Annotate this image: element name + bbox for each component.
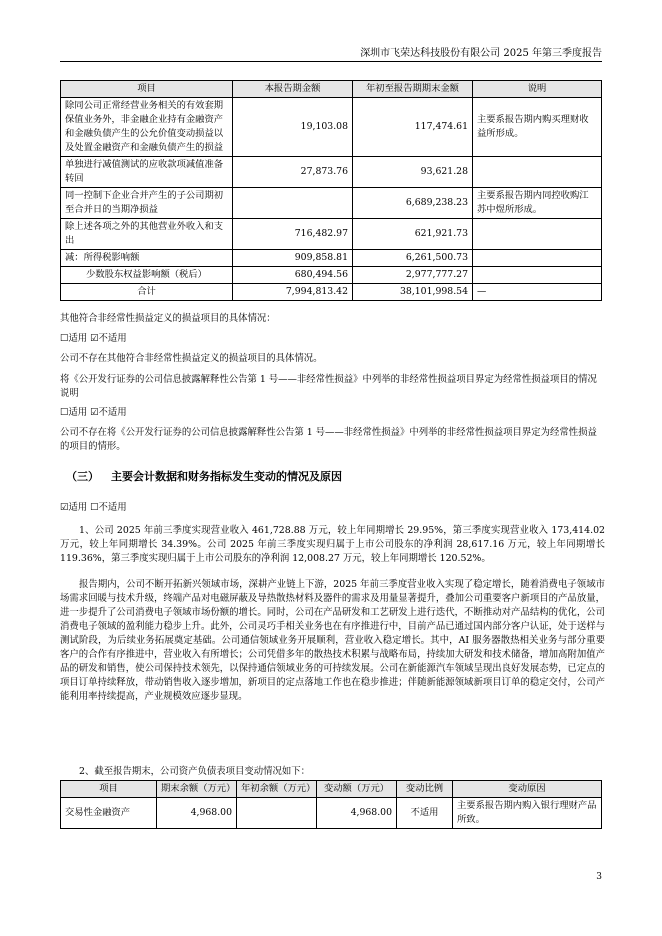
- ytd-cell: 621,921.73: [353, 219, 473, 250]
- current-cell: [233, 188, 353, 219]
- column-header: 本报告期金额: [233, 81, 353, 98]
- body-paragraph: 1、公司 2025 年前三季度实现营业收入 461,728.88 万元，较上年同期增长 29.95%，第三季度实现营业收入 173,414.02 万元，较上年同期增长 34.39%。公司 2025 年前三季度实现归属于上市公司股东的净利润 28,617.16 万元，较上年同期增长 119.36%，第三季度实现归属于上市公司股东的净利润 12,008.27 万元，较上年同期增长 120.52%。: [60, 525, 605, 564]
- ytd-cell: 38,101,998.54: [353, 284, 473, 301]
- applicability-check: ☐适用 ☑不适用: [60, 407, 127, 418]
- item-cell: 减：所得税影响额: [61, 250, 233, 267]
- table-row: [61, 250, 602, 267]
- note-cell: [473, 219, 602, 250]
- current-cell: 909,858.81: [233, 250, 353, 267]
- table-header-row: [61, 81, 602, 98]
- item-cell: 单独进行减值测试的应收款项减值准备转回: [61, 157, 233, 188]
- ytd-cell: 6,261,500.73: [353, 250, 473, 267]
- section-heading: [66, 468, 354, 484]
- note-cell: 主要系报告期内同控收购江苏中煜所形成。: [473, 188, 602, 219]
- table-row: [61, 188, 602, 219]
- column-header: 年初余额（万元）: [237, 781, 317, 798]
- item-cell: 交易性金融资产: [61, 798, 157, 829]
- section-number: （三）: [66, 470, 99, 483]
- table-row: [61, 98, 602, 157]
- item-cell: 除上述各项之外的其他营业外收入和支出: [61, 219, 233, 250]
- current-cell: 27,873.76: [233, 157, 353, 188]
- current-cell: 19,103.08: [233, 98, 353, 157]
- reclassification-intro: 将《公开发行证券的公司信息披露解释性公告第 1 号——非经常性损益》中列举的非经常性损益项目界定为经常性损益项目的情况说明: [60, 374, 597, 399]
- begin-balance-cell: [237, 798, 317, 829]
- item-cell: 除同公司正常经营业务相关的有效套期保值业务外，非金融企业持有金融资产和金融负债产生的公允价值变动损益以及处置金融资产和金融负债产生的损益: [61, 98, 233, 157]
- note-cell: [473, 250, 602, 267]
- column-header: 年初至报告期期末金额: [353, 81, 473, 98]
- note-cell: [473, 157, 602, 188]
- page-header: 深圳市飞荣达科技股份有限公司 2025 年第三季度报告: [360, 48, 602, 59]
- table-row: [61, 219, 602, 250]
- applicability-check: ☑适用 ☐不适用: [60, 502, 127, 513]
- item-cell: 同一控制下企业合并产生的子公司期初至合并日的当期净损益: [61, 188, 233, 219]
- current-cell: 7,994,813.42: [233, 284, 353, 301]
- ytd-cell: 93,621.28: [353, 157, 473, 188]
- balance-sheet-changes-table: [60, 780, 602, 829]
- body-paragraph: 2、截至报告期末，公司资产负债表项目变动情况如下：: [79, 766, 310, 777]
- column-header: 项目: [61, 781, 157, 798]
- ytd-cell: 6,689,238.23: [353, 188, 473, 219]
- other-items-intro: 其他符合非经常性损益定义的损益项目的具体情况：: [60, 313, 276, 324]
- applicability-check: ☐适用 ☑不适用: [60, 333, 127, 344]
- note-cell: —: [473, 284, 602, 301]
- ytd-cell: 117,474.61: [353, 98, 473, 157]
- change-cell: 4,968.00: [317, 798, 397, 829]
- table-row: [61, 798, 602, 829]
- column-header: 期末余额（万元）: [157, 781, 237, 798]
- column-header: 变动比例: [397, 781, 453, 798]
- current-cell: 680,494.56: [233, 267, 353, 284]
- item-cell: 合计: [61, 284, 233, 301]
- statement-text: 公司不存在将《公开发行证券的公司信息披露解释性公告第 1 号——非经常性损益》中列举的非经常性损益项目界定为经常性损益的项目的情形。: [60, 427, 597, 452]
- reason-cell: 主要系报告期内购入银行理财产品所致。: [453, 798, 602, 829]
- table-row: [61, 157, 602, 188]
- note-cell: 主要系报告期内购买理财收益所形成。: [473, 98, 602, 157]
- note-cell: [473, 267, 602, 284]
- non-recurring-gains-table: [60, 80, 602, 301]
- column-header: 说明: [473, 81, 602, 98]
- ratio-cell: 不适用: [397, 798, 453, 829]
- table-total-row: [61, 284, 602, 301]
- item-cell: 少数股东权益影响额（税后）: [61, 267, 233, 284]
- column-header: 变动原因: [453, 781, 602, 798]
- column-header: 变动额（万元）: [317, 781, 397, 798]
- table-row: [61, 267, 602, 284]
- header-divider: [60, 61, 602, 62]
- column-header: 项目: [61, 81, 233, 98]
- statement-text: 公司不存在其他符合非经常性损益定义的损益项目的具体情况。: [60, 353, 323, 364]
- ytd-cell: 2,977,777.27: [353, 267, 473, 284]
- page-number: 3: [596, 872, 602, 882]
- section-title: 主要会计数据和财务指标发生变动的情况及原因: [111, 470, 342, 483]
- end-balance-cell: 4,968.00: [157, 798, 237, 829]
- table-header-row: [61, 781, 602, 798]
- body-paragraph: 报告期内，公司不断开拓新兴领域市场，深耕产业链上下游，2025 年前三季度营业收入实现了稳定增长，随着消费电子领域市场需求回暖与技术升级，终端产品对电磁屏蔽及导热散热材料及器件的需求及用量显著提升，叠加公司重要客户新项目的产品放量，进一步提升了公司消费电子领域市场份额的增长。同时，公司在产品研发和工艺研发上进行迭代，不断推动对产品结构的优化，公司消费电子领域的盈利能力稳步上升。此外，公司灵巧手相关业务也在有序推进行中，目前产品已通过国内部分客户认证，处于送样与测试阶段，为后续业务拓展奠定基础。公司通信领域业务开展顺利，营业收入稳定增长。其中，AI 服务器散热相关业务与部分重要客户的合作有序推进中，营业收入有所增长；公司凭借多年的散热技术积累与战略布局，持续加大研发和技术储备，增加高附加值产品的研发和销售，使公司保持技术领先，以保持通信领域业务的可持续发展。公司在新能源汽车领域呈现出良好发展态势，已定点的项目订单持续释放，带动销售收入逐步增加，新项目的定点落地工作也在稳步推进；伴随新能源领域新项目订单的稳定交付，公司产能利用率持续提高，产业规模效应逐步显现。: [60, 579, 605, 702]
- current-cell: 716,482.97: [233, 219, 353, 250]
